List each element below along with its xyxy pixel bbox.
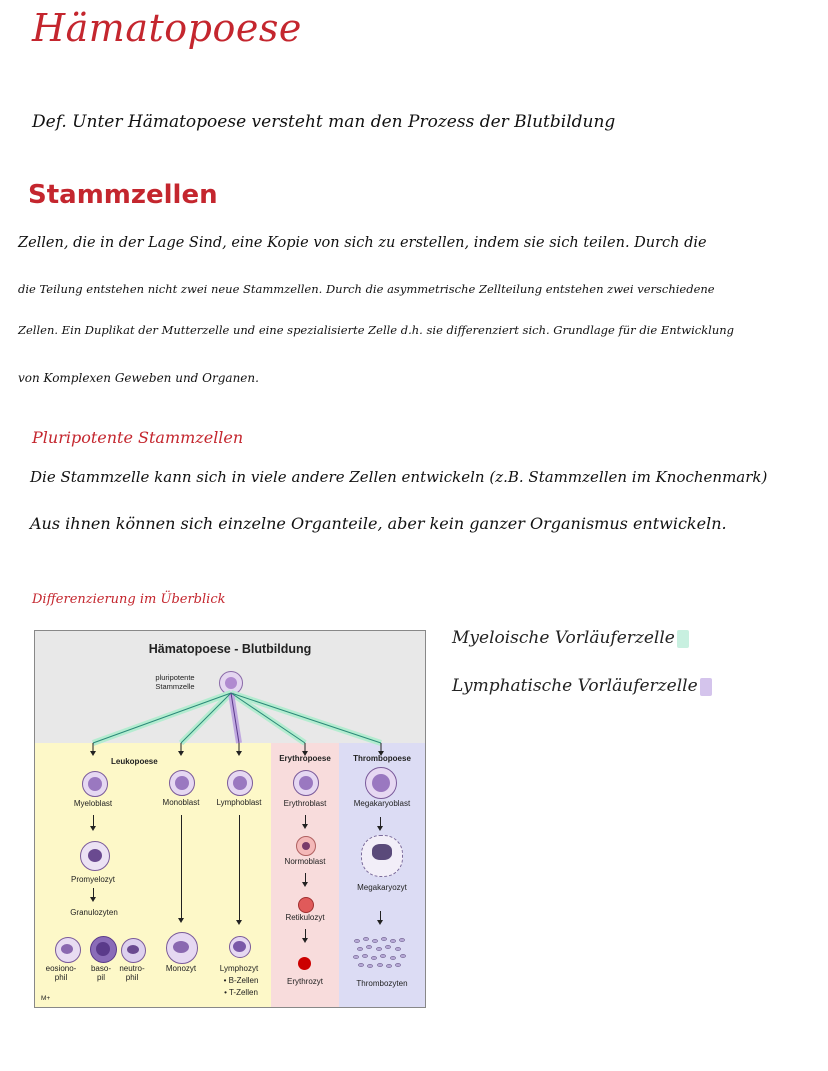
branch-thrombo (231, 693, 381, 743)
monozyt-label: Monozyt (165, 964, 197, 973)
branch-ery (231, 693, 305, 743)
neutrophil-icon (121, 938, 146, 963)
arrowhead-mono (178, 751, 184, 756)
arrow-monoblast-monozyt (181, 815, 182, 919)
erythrozyt-label: Erythrozyt (286, 977, 323, 986)
stammzellen-line-4: von Komplexen Geweben und Organen. (18, 371, 259, 385)
normoblast-icon (296, 836, 316, 856)
arrow-megakaryozyt-thrombozyten (380, 911, 381, 921)
basophil-label: baso- pil (90, 964, 111, 982)
lymphozyt-icon (229, 936, 251, 958)
arrow-promyelozyt-granulozyten (93, 888, 94, 898)
neutrophil-nucleus (127, 945, 139, 954)
lymphozyt-nucleus (233, 941, 246, 952)
stammzellen-line-1: Zellen, die in der Lage Sind, eine Kopie von sich zu erstellen, indem sie sich teilen. Durch die (18, 235, 707, 251)
erythropoese-label: Erythropoese (279, 754, 331, 763)
differenzierung-heading: Differenzierung im Überblick (32, 592, 226, 607)
eosinophil-label: eosiono- phil (45, 964, 77, 982)
lymphoblast-nucleus (233, 776, 247, 790)
granulozyten-label: Granulozyten (70, 908, 118, 917)
eosinophil-nucleus (61, 944, 73, 954)
retikulozyt-icon (298, 897, 314, 913)
erythroblast-nucleus (299, 776, 313, 790)
arrow-normoblast-retikulozyt (305, 873, 306, 883)
erythrozyt-icon (298, 957, 311, 970)
myeloblast-icon (82, 771, 108, 797)
pluripotent-heading: Pluripotente Stammzellen (32, 428, 244, 447)
promyelozyt-icon (80, 841, 110, 871)
lymphoblast-icon (227, 770, 253, 796)
erythroblast-label: Erythroblast (283, 799, 327, 808)
arrow-myeloblast-promyelozyt (93, 815, 94, 827)
neutrophil-label: neutro- phil (119, 964, 145, 982)
retikulozyt-label: Retikulozyt (285, 913, 325, 922)
legend-lymph-swatch (700, 678, 712, 696)
normoblast-label: Normoblast (284, 857, 326, 866)
pluripotent-line-1: Die Stammzelle kann sich in viele andere Zellen entwickeln (z.B. Stammzellen im Knochenmark) (30, 468, 768, 486)
arrowhead-lymph (236, 751, 242, 756)
megakaryoblast-label: Megakaryoblast (353, 799, 411, 808)
monozyt-icon (166, 932, 198, 964)
megakaryozyt-icon (361, 835, 403, 877)
lymphozyt-label: Lymphozyt (219, 964, 259, 973)
thrombozyten-icon (351, 935, 411, 975)
basophil-nucleus (96, 942, 110, 956)
monoblast-nucleus (175, 776, 189, 790)
megakaryozyt-label: Megakaryozyt (357, 883, 407, 892)
monoblast-icon (169, 770, 195, 796)
megakaryozyt-nucleus (372, 844, 392, 860)
definition-text: Def. Unter Hämatopoese versteht man den Prozess der Blutbildung (32, 112, 616, 132)
legend-lymph (452, 676, 712, 696)
leukopoese-label: Leukopoese (111, 757, 158, 766)
erythroblast-icon (293, 770, 319, 796)
diagram-footer-mark: M+ (41, 995, 51, 1002)
eosinophil-icon (55, 937, 81, 963)
branch-myeloid (93, 693, 231, 743)
haematopoese-diagram (34, 630, 426, 1008)
pluripotent-line-2: Aus ihnen können sich einzelne Organteile, aber kein ganzer Organismus entwickeln. (30, 514, 727, 533)
megakaryoblast-icon (365, 767, 397, 799)
stammzellen-heading: Stammzellen (28, 180, 218, 210)
arrow-megakaryoblast-megakaryozyt (380, 817, 381, 827)
arrowhead-myeloid (90, 751, 96, 756)
monozyt-nucleus (173, 941, 189, 953)
myeloblast-nucleus (88, 777, 102, 791)
page-title: Hämatopoese (32, 6, 302, 50)
legend-lymph-label: Lymphatische Vorläuferzelle (452, 676, 698, 696)
stammzellen-line-3: Zellen. Ein Duplikat der Mutterzelle und eine spezialisierte Zelle d.h. sie differenziert sich. Grundlage für die Entwicklung (18, 323, 735, 337)
monoblast-label: Monoblast (162, 798, 200, 807)
thrombopoese-label: Thrombopoese (353, 754, 411, 763)
stem-cell-label: pluripotente Stammzelle (155, 673, 195, 691)
lymphoblast-label: Lymphoblast (216, 798, 262, 807)
arrow-retikulozyt-erythrozyt (305, 929, 306, 939)
legend-myeloid-swatch (677, 630, 689, 648)
diagram-title: Hämatopoese - Blutbildung (148, 642, 312, 656)
legend-myeloid (452, 628, 689, 648)
myeloblast-label: Myeloblast (73, 799, 113, 808)
megakaryoblast-nucleus (372, 774, 390, 792)
b-zellen-label: • B-Zellen (223, 976, 259, 985)
arrow-erythroblast-normoblast (305, 815, 306, 825)
basophil-icon (90, 936, 117, 963)
thrombozyten-label: Thrombozyten (356, 979, 408, 988)
promyelozyt-nucleus (88, 849, 102, 862)
branch-lines (35, 631, 425, 761)
t-zellen-label: • T-Zellen (224, 988, 258, 997)
normoblast-nucleus (302, 842, 310, 850)
legend-myeloid-label: Myeloische Vorläuferzelle (452, 628, 675, 648)
arrow-lymphoblast-lymphozyt (239, 815, 240, 921)
stammzellen-line-2: die Teilung entstehen nicht zwei neue Stammzellen. Durch die asymmetrische Zellteilung entstehen zwei verschiedene (18, 282, 715, 296)
promyelozyt-label: Promyelozyt (70, 875, 115, 884)
